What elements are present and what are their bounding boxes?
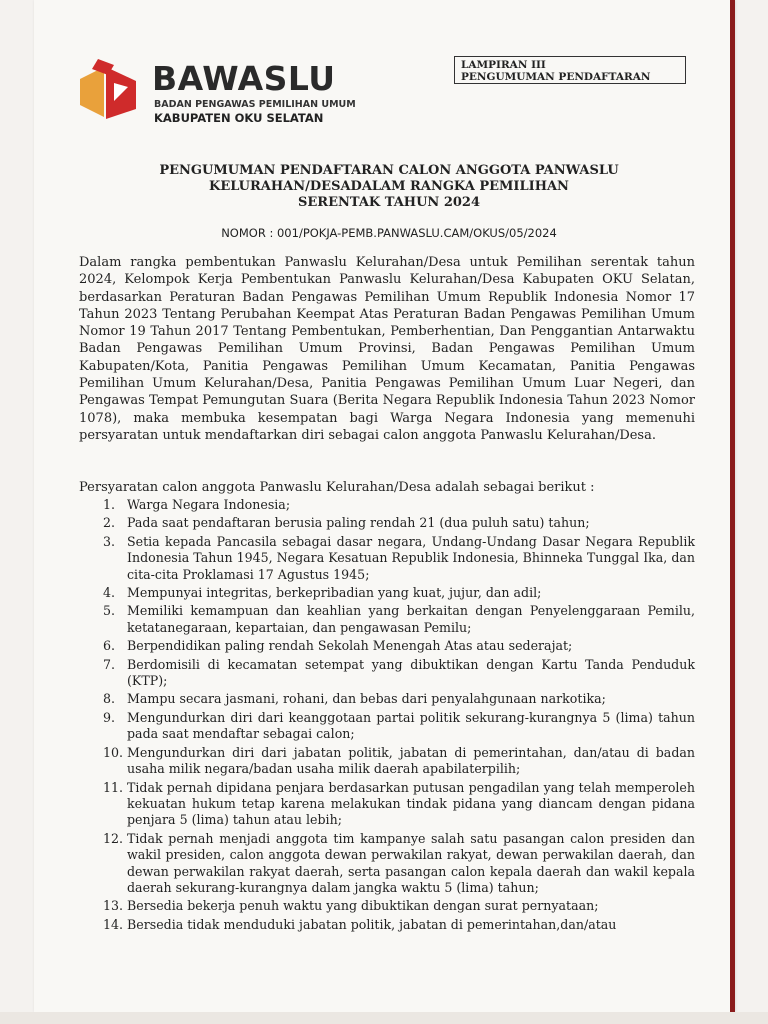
bawaslu-emblem-icon [74, 57, 148, 129]
requirement-number: 7. [103, 656, 116, 672]
requirement-text: Memiliki kemampuan dan keahlian yang berkaitan dengan Penyelenggaraan Pemilu, ketatanegaraan, kepartaian, dan pengawasan Pemilu; [127, 603, 695, 635]
requirement-number: 8. [103, 691, 116, 707]
requirement-text: Berpendidikan paling rendah Sekolah Menengah Atas atau sederajat; [127, 638, 573, 654]
requirement-text: Pada saat pendaftaran berusia paling rendah 21 (dua puluh satu) tahun; [127, 515, 590, 531]
requirement-text: Bersedia tidak menduduki jabatan politik, jabatan di pemerintahan,dan/atau [127, 916, 617, 932]
requirement-text: Tidak pernah menjadi anggota tim kampanye salah satu pasangan calon presiden dan wakil presiden, calon anggota dewan perwakilan rakyat, dewan perwakilan daerah, dan dewan perwakilan rakyat daerah, serta pasangan calon kepala daerah dan wakil kepala daerah sekurang-kurangnya dalam jangka waktu 5 (lima) tahun; [127, 830, 695, 895]
requirement-text: Bersedia bekerja penuh waktu yang dibuktikan dengan surat pernyataan; [127, 898, 599, 914]
requirement-item [79, 898, 695, 914]
requirement-text: Warga Negara Indonesia; [127, 497, 291, 512]
requirement-item [79, 710, 695, 743]
title-line-2: KELURAHAN/DESADALAM RANGKA PEMILIHAN [209, 179, 569, 194]
binder-edge [730, 0, 735, 1024]
requirement-number: 2. [103, 515, 116, 531]
page-bottom-shadow [0, 1012, 768, 1024]
requirement-item [79, 515, 695, 531]
logo-region: KABUPATEN OKU SELATAN [154, 111, 324, 125]
requirement-item [79, 497, 695, 513]
logo-subtitle: BADAN PENGAWAS PEMILIHAN UMUM [154, 99, 356, 110]
attachment-line-1: LAMPIRAN III [461, 59, 546, 71]
requirement-number: 4. [103, 585, 116, 601]
requirement-number: 9. [103, 709, 116, 725]
requirement-item [79, 691, 695, 707]
bawaslu-logo [74, 57, 374, 129]
requirement-text: Mempunyai integritas, berkepribadian yang kuat, jujur, dan adil; [127, 585, 542, 601]
requirement-number: 13. [103, 898, 124, 914]
logo-brand-text: BAWASLU [152, 59, 336, 98]
requirement-number: 10. [103, 744, 124, 760]
requirement-item [79, 603, 695, 636]
requirement-number: 5. [103, 603, 116, 619]
requirements-intro: Persyaratan calon anggota Panwaslu Kelurahan/Desa adalah sebagai berikut : [79, 480, 595, 495]
requirement-item [79, 831, 695, 897]
requirement-number: 12. [103, 830, 124, 846]
requirement-item [79, 585, 695, 601]
title-line-3: SERENTAK TAHUN 2024 [297, 195, 481, 210]
body-paragraph: Dalam rangka pembentukan Panwaslu Kelurahan/Desa untuk Pemilihan serentak tahun 2024, Kelompok Kerja Pembentukan Panwaslu Kelurahan/Desa Kabupaten OKU Selatan, berdasarkan Peraturan Badan Pengawas Pemilihan Umum Republik Indonesia Nomor 17 Tahun 2023 Tentang Perubahan Keempat Atas Peraturan Badan Pengawas Pemilihan Umum Nomor 19 Tahun 2017 Tentang Pembentukan, Pemberhentian, Dan Penggantian Antarwaktu Badan Pengawas Pemilihan Umum Provinsi, Badan Pengawas Pemilihan Umum Kabupaten/Kota, Panitia Pengawas Pemilihan Umum Kecamatan, Panitia Pengawas Pemilihan Umum Kelurahan/Desa, Panitia Pengawas Pemilihan Umum Luar Negeri, dan Pengawas Tempat Pemungutan Suara (Berita Negara Republik Indonesia Tahun 2023 Nomor 1078), maka membuka kesempatan bagi Warga Negara Indonesia yang memenuhi persyaratan untuk mendaftarkan diri sebagai calon anggota Panwaslu Kelurahan/Desa. [79, 255, 695, 443]
attachment-line-2: PENGUMUMAN PENDAFTARAN [461, 71, 651, 83]
requirement-text: Mengundurkan diri dari jabatan politik, jabatan di pemerintahan, dan/atau di badan usaha milik negara/badan usaha milik daerah apabilaterpilih; [127, 744, 695, 777]
requirement-item [79, 780, 695, 829]
requirement-number: 1. [103, 497, 116, 512]
requirement-text: Tidak pernah dipidana penjara berdasarkan putusan pengadilan yang telah memperoleh kekuatan hukum tetap karena melakukan tindak pidana yang diancam dengan pidana penjara 5 (lima) tahun atau lebih; [127, 779, 695, 828]
requirement-item [79, 745, 695, 778]
requirement-item [79, 638, 695, 654]
title-line-1: PENGUMUMAN PENDAFTARAN CALON ANGGOTA PANWASLU [159, 163, 619, 178]
requirement-item [79, 534, 695, 583]
requirement-number: 14. [103, 916, 124, 932]
attachment-box [454, 56, 686, 84]
requirement-text: Berdomisili di kecamatan setempat yang dibuktikan dengan Kartu Tanda Penduduk (KTP); [127, 656, 695, 689]
requirement-number: 11. [103, 779, 124, 795]
document-number: NOMOR : 001/POKJA-PEMB.PANWASLU.CAM/OKUS/05/2024 [221, 226, 557, 240]
requirement-number: 6. [103, 638, 116, 654]
requirement-text: Setia kepada Pancasila sebagai dasar negara, Undang-Undang Dasar Negara Republik Indonesia Tahun 1945, Negara Kesatuan Republik Indonesia, Bhinneka Tunggal Ika, dan cita-cita Proklamasi 17 Agustus 1945; [127, 533, 695, 582]
document-title [94, 163, 684, 211]
requirement-text: Mampu secara jasmani, rohani, dan bebas dari penyalahgunaan narkotika; [127, 691, 606, 707]
requirement-text: Mengundurkan diri dari keanggotaan partai politik sekurang-kurangnya 5 (lima) tahun pada saat mendaftar sebagai calon; [127, 709, 695, 742]
requirement-item [79, 657, 695, 690]
requirement-number: 3. [103, 533, 116, 549]
requirement-item [79, 917, 695, 933]
requirements-list [79, 497, 695, 935]
